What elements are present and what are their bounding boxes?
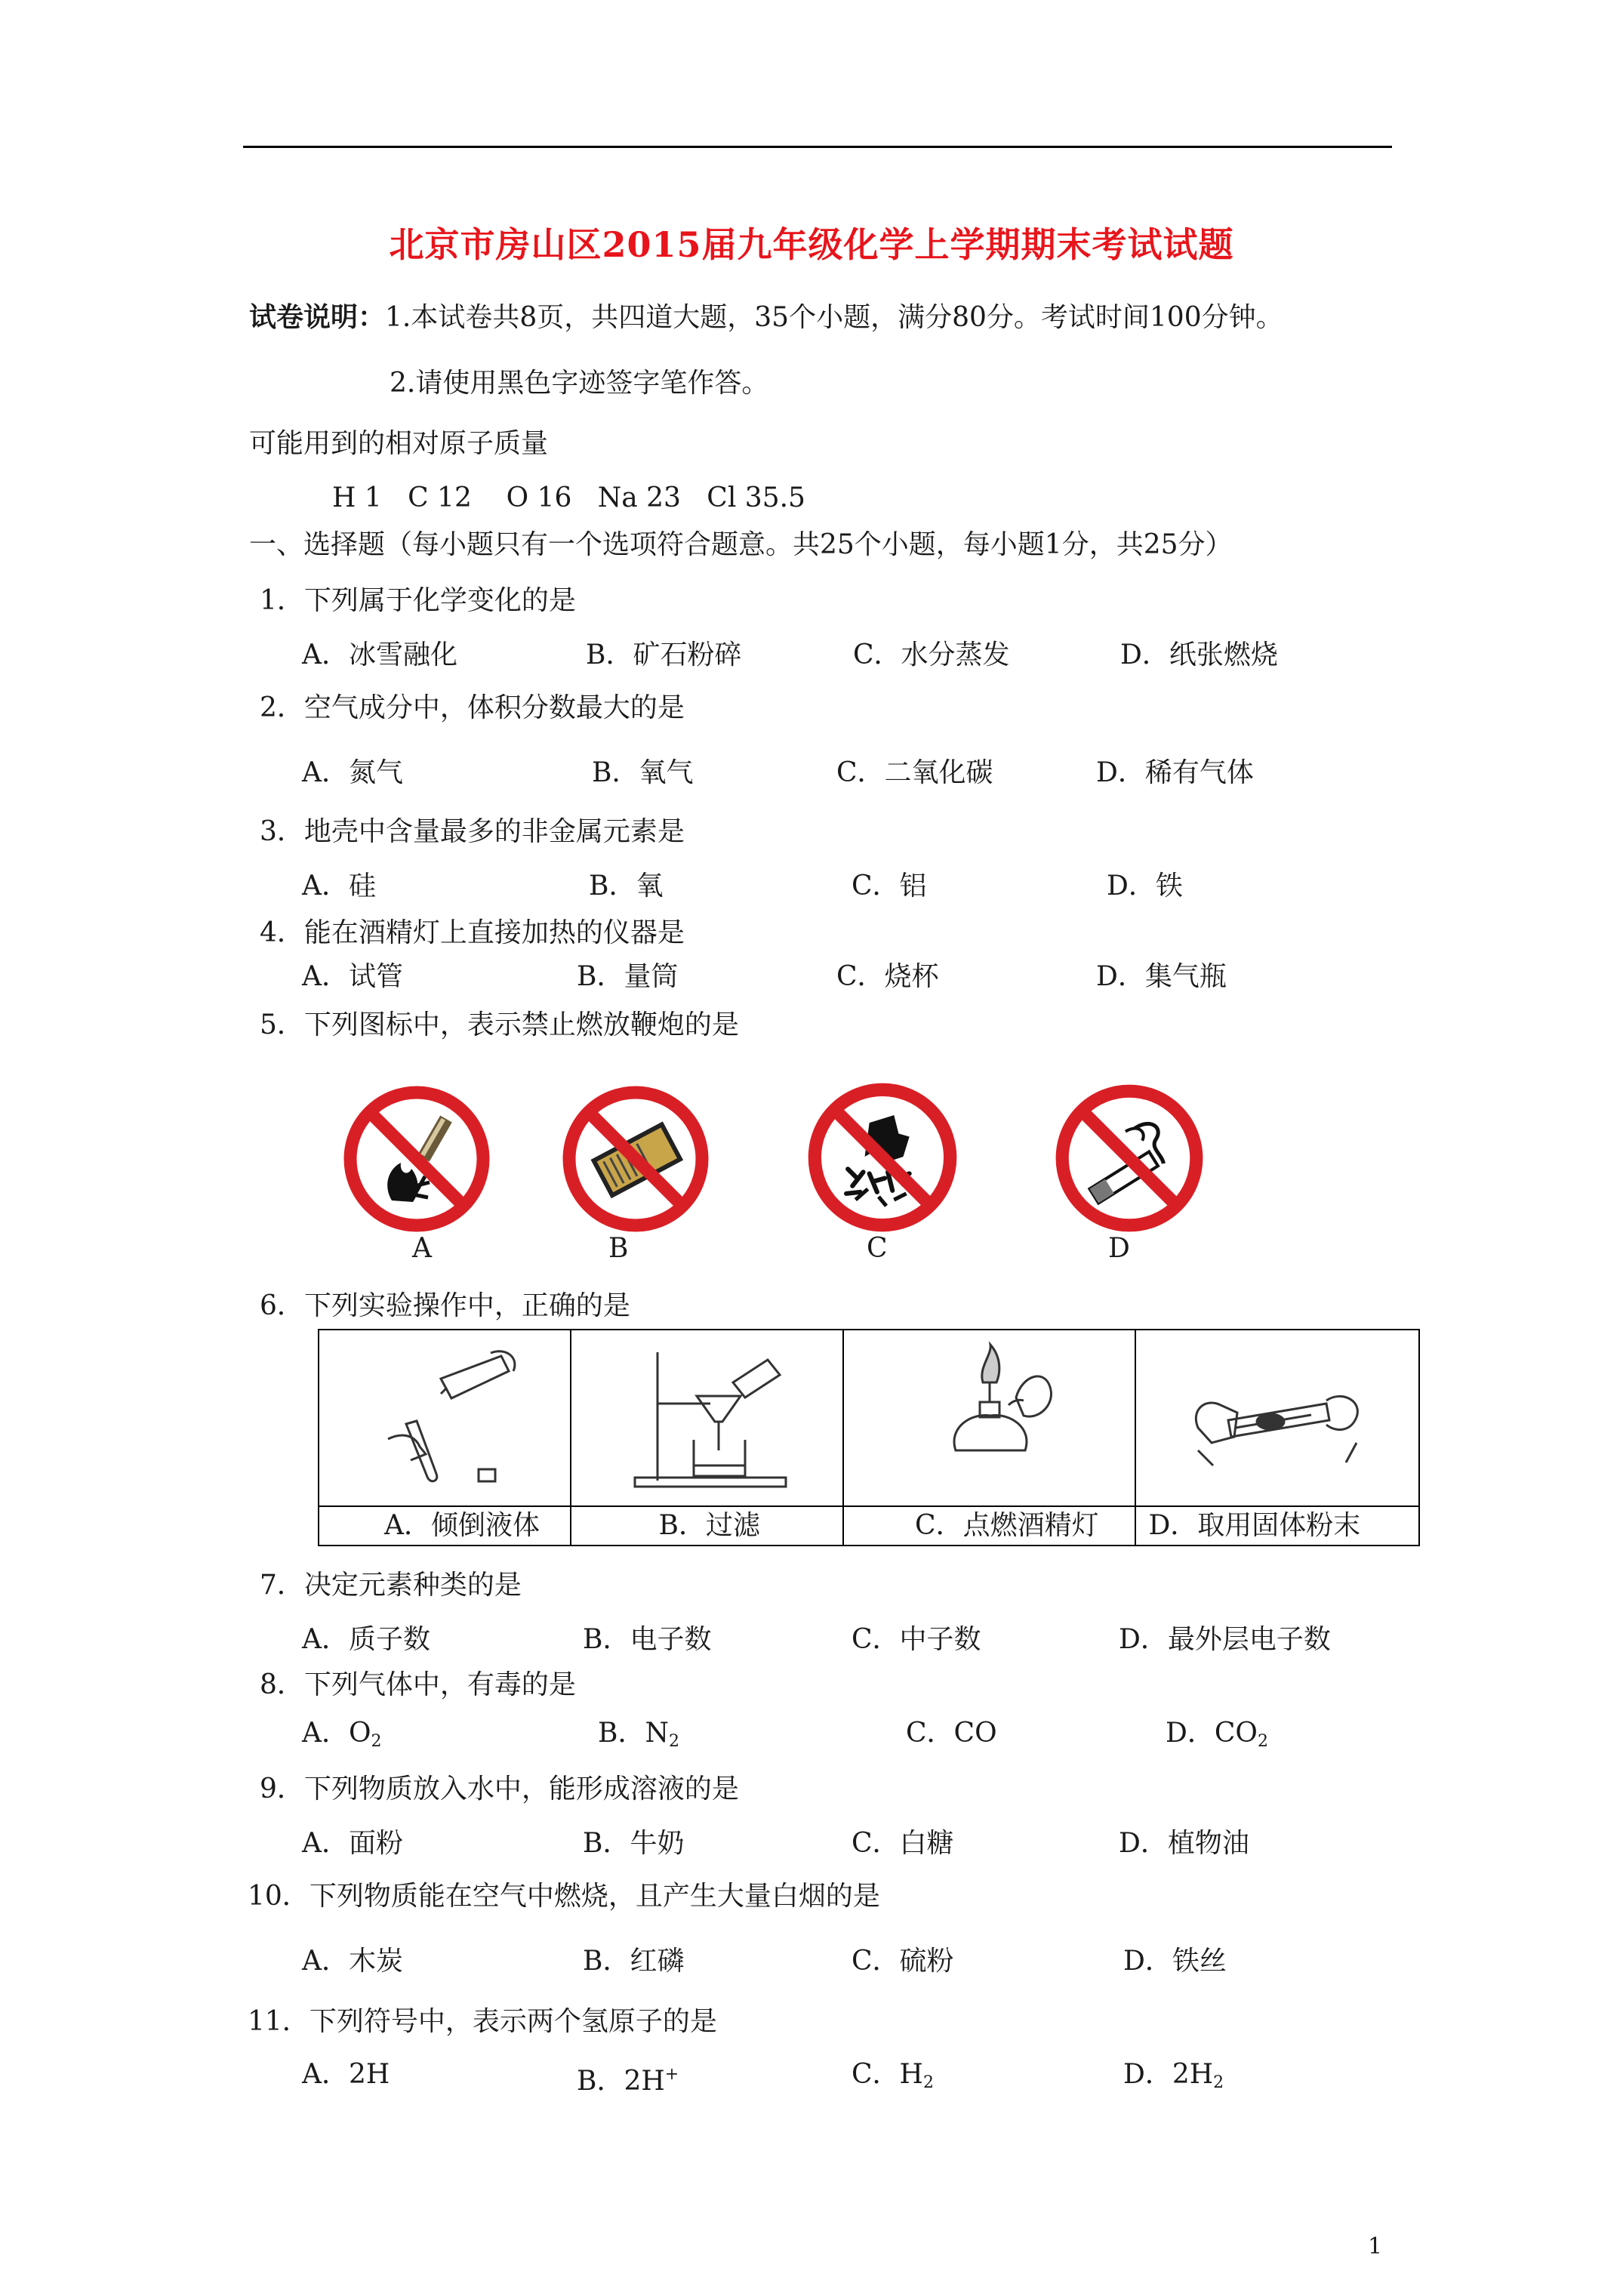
- q11-option-c: C．$H_2$: [852, 2059, 934, 2092]
- q9-option-c: C．白糖: [852, 1828, 954, 1859]
- sign-label-c: C: [867, 1233, 888, 1264]
- question-7: 7．决定元素种类的是: [260, 1570, 522, 1601]
- q7-option-a: A．质子数: [302, 1624, 430, 1655]
- q11-option-a: A．2H: [302, 2059, 390, 2090]
- q3-option-b: B．氧: [589, 871, 664, 901]
- q3-option-d: D．铁: [1107, 871, 1183, 901]
- q2-option-d: D．稀有气体: [1096, 757, 1254, 788]
- atomic-mass-values: H 1 C 12 O 16 Na 23 Cl 35.5: [332, 482, 805, 513]
- question-1: 1．下列属于化学变化的是: [260, 585, 576, 616]
- alcohol-lamp-illustration-icon: [895, 1337, 1084, 1496]
- no-matches-sign-icon: [556, 1080, 715, 1238]
- q8-option-d: D．$CO_2$: [1166, 1718, 1268, 1751]
- operation-label-a: A．倾倒液体: [319, 1506, 571, 1546]
- question-9: 9．下列物质放入水中，能形成溶液的是: [260, 1774, 739, 1804]
- operation-label-d: D．取用固体粉末: [1135, 1506, 1419, 1546]
- q1-option-a: A．冰雪融化: [302, 639, 457, 670]
- q11-option-d: D．$2H_2$: [1123, 2059, 1224, 2092]
- pouring-liquid-illustration-icon: [358, 1341, 531, 1492]
- question-11: 11．下列符号中，表示两个氢原子的是: [248, 2006, 717, 2037]
- no-fireworks-sign-icon: [337, 1080, 496, 1238]
- q10-option-a: A．木炭: [302, 1946, 403, 1977]
- sign-label-a: A: [412, 1233, 432, 1264]
- filtration-cell: [571, 1330, 844, 1506]
- q1-option-d: D．纸张燃烧: [1120, 639, 1278, 670]
- q2-option-c: C．二氧化碳: [836, 757, 993, 788]
- pouring-liquid-cell: [319, 1330, 571, 1506]
- operation-label-c: C．点燃酒精灯: [843, 1506, 1135, 1546]
- atomic-mass-heading: 可能用到的相对原子质量: [249, 428, 549, 459]
- question-4: 4．能在酒精灯上直接加热的仪器是: [260, 917, 685, 948]
- section-1-heading: 一、选择题（每小题只有一个选项符合题意。共25个小题，每小题1分，共25分）: [249, 529, 1233, 560]
- page-number: 1: [1368, 2233, 1383, 2260]
- q7-option-d: D．最外层电子数: [1119, 1624, 1331, 1655]
- operation-label-b: B．过滤: [571, 1506, 844, 1546]
- no-firecrackers-sign-icon: [802, 1077, 963, 1238]
- header-rule: [243, 146, 1392, 148]
- q9-option-d: D．植物油: [1119, 1828, 1249, 1859]
- q11-option-b: B．2H+: [577, 2065, 679, 2097]
- instructions-line-1: 试卷说明：1.本试卷共8页，共四道大题，35个小题，满分80分。考试时间100分钟。: [249, 301, 1283, 333]
- sign-label-d: D: [1108, 1233, 1130, 1264]
- question-8: 8．下列气体中，有毒的是: [260, 1669, 576, 1700]
- filtration-illustration-icon: [612, 1337, 801, 1496]
- question-5: 5．下列图标中，表示禁止燃放鞭炮的是: [260, 1009, 739, 1040]
- q7-option-c: C．中子数: [852, 1624, 981, 1655]
- question-6: 6．下列实验操作中，正确的是: [260, 1290, 630, 1321]
- solid-powder-cell: [1135, 1330, 1419, 1506]
- q1-option-b: B．矿石粉碎: [586, 639, 742, 670]
- instructions-line-2: 2.请使用黑色字迹签字笔作答。: [390, 368, 769, 399]
- q8-option-a: A．$O_2$: [302, 1718, 382, 1751]
- question-3: 3．地壳中含量最多的非金属元素是: [260, 816, 685, 847]
- page-title: 北京市房山区2015届九年级化学上学期期末考试试题: [389, 224, 1234, 265]
- q4-option-a: A．试管: [302, 961, 403, 992]
- q9-option-b: B．牛奶: [583, 1828, 685, 1859]
- operations-table: [318, 1329, 1420, 1546]
- q8-option-c: C．CO: [906, 1718, 997, 1749]
- question-10: 10．下列物质能在空气中燃烧，且产生大量白烟的是: [248, 1881, 880, 1912]
- q4-option-c: C．烧杯: [836, 961, 939, 992]
- q4-option-d: D．集气瓶: [1096, 961, 1227, 992]
- q2-option-b: B．氧气: [592, 757, 694, 788]
- q2-option-a: A．氮气: [302, 757, 403, 788]
- lighting-lamp-cell: [843, 1330, 1135, 1506]
- q10-option-d: D．铁丝: [1123, 1946, 1227, 1977]
- q9-option-a: A．面粉: [302, 1828, 403, 1859]
- no-smoking-sign-icon: [1049, 1078, 1209, 1238]
- q10-option-c: C．硫粉: [852, 1946, 954, 1977]
- q8-option-b: B．$N_2$: [598, 1718, 679, 1751]
- sign-label-b: B: [608, 1233, 629, 1264]
- q3-option-a: A．硅: [302, 871, 376, 901]
- q1-option-c: C．水分蒸发: [853, 639, 1010, 670]
- q4-option-b: B．量筒: [577, 961, 679, 992]
- q3-option-c: C．铝: [852, 871, 927, 901]
- question-2: 2．空气成分中，体积分数最大的是: [260, 692, 685, 723]
- q10-option-b: B．红磷: [583, 1946, 685, 1977]
- q7-option-b: B．电子数: [583, 1624, 712, 1655]
- instructions-label: 试卷说明：: [249, 301, 386, 333]
- powder-handling-illustration-icon: [1175, 1337, 1379, 1496]
